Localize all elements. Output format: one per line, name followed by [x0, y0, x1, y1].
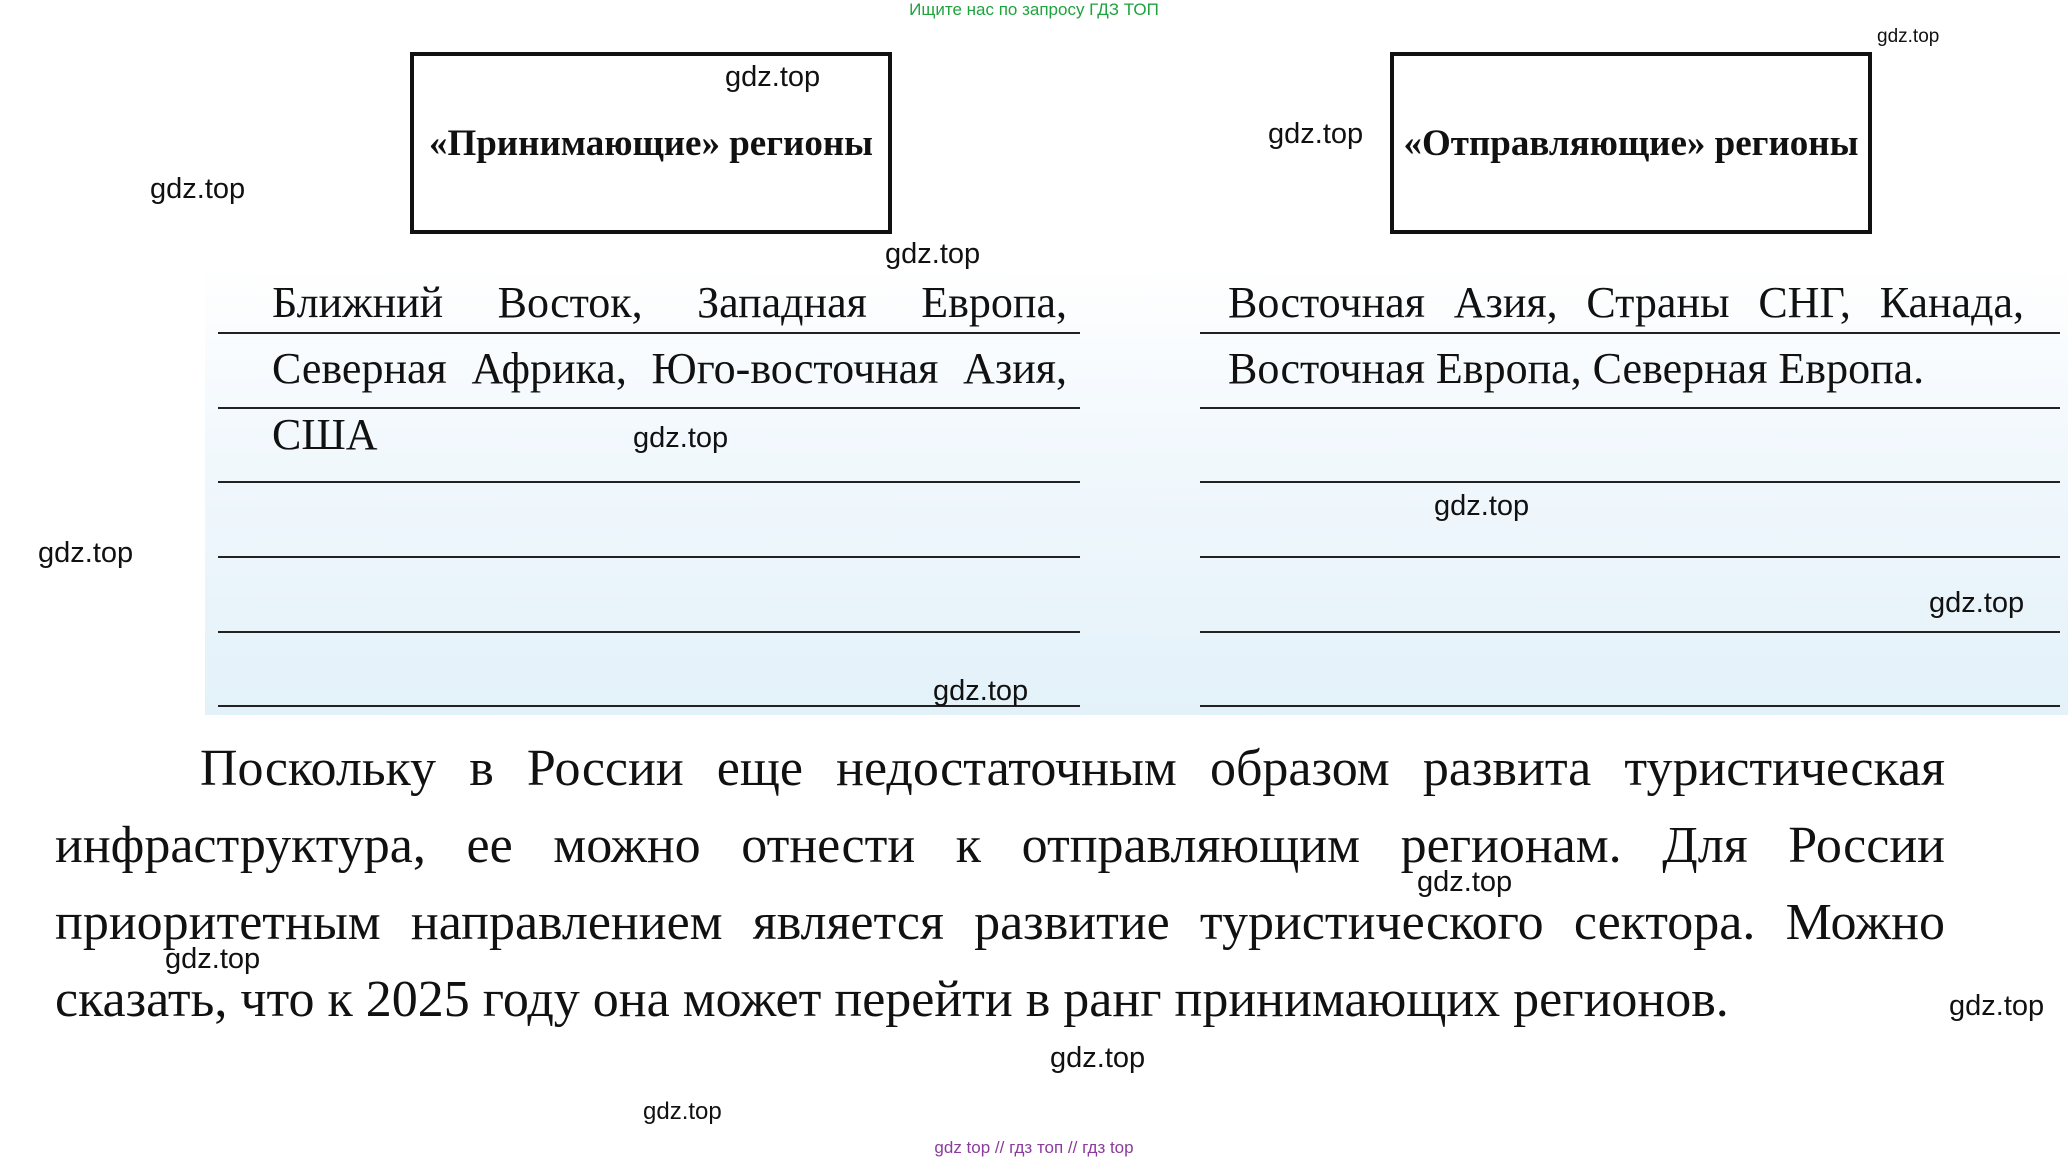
- watermark: gdz.top: [725, 61, 821, 93]
- answer-line: [218, 631, 1080, 633]
- receiving-regions-list: Ближний Восток, Западная Европа, Северная Африка, Юго-восточная Азия, США: [272, 278, 1067, 459]
- answer-line: [1200, 407, 2060, 409]
- watermark: gdz.top: [643, 1098, 722, 1125]
- watermark: gdz.top: [1949, 990, 2045, 1022]
- watermark: gdz.top: [1877, 26, 1940, 47]
- watermark: gdz.top: [38, 537, 134, 569]
- answer-paragraph: Поскольку в России еще недостаточным образом развита туристическая инфраструктура, ее можно отнести к отправляющим регионам. Для России приоритетным направлением является развитие туристического сектора. Можно сказать, что к 2025 году она может перейти в ранг принимающих регионов.: [55, 740, 1945, 1028]
- answer-line: [1200, 631, 2060, 633]
- answer-line: [1200, 705, 2060, 707]
- receiving-box-label: «Принимающие» регионы: [428, 122, 874, 164]
- watermark: gdz.top: [885, 238, 981, 270]
- watermark: gdz.top: [150, 173, 246, 205]
- watermark: gdz.top: [1268, 118, 1364, 150]
- answer-line: [218, 481, 1080, 483]
- top-banner[interactable]: Ищите нас по запросу ГДЗ ТОП: [909, 0, 1159, 19]
- watermark: gdz.top: [933, 675, 1029, 707]
- answer-line: [218, 556, 1080, 558]
- watermark: gdz.top: [165, 943, 261, 975]
- watermark: gdz.top: [633, 422, 729, 454]
- sending-box-label: «Отправляющие» регионы: [1403, 122, 1859, 164]
- watermark: gdz.top: [1417, 866, 1513, 898]
- answer-line: [1200, 556, 2060, 558]
- watermark: gdz.top: [1434, 490, 1530, 522]
- footer-links[interactable]: gdz top // гдз топ // гдз top: [934, 1138, 1134, 1157]
- sending-regions-list: Восточная Азия, Страны СНГ, Канада, Восточная Европа, Северная Европа.: [1228, 278, 2024, 393]
- watermark: gdz.top: [1050, 1042, 1146, 1074]
- watermark: gdz.top: [1929, 587, 2025, 619]
- sending-regions-box: [1390, 52, 1872, 234]
- answer-line: [1200, 481, 2060, 483]
